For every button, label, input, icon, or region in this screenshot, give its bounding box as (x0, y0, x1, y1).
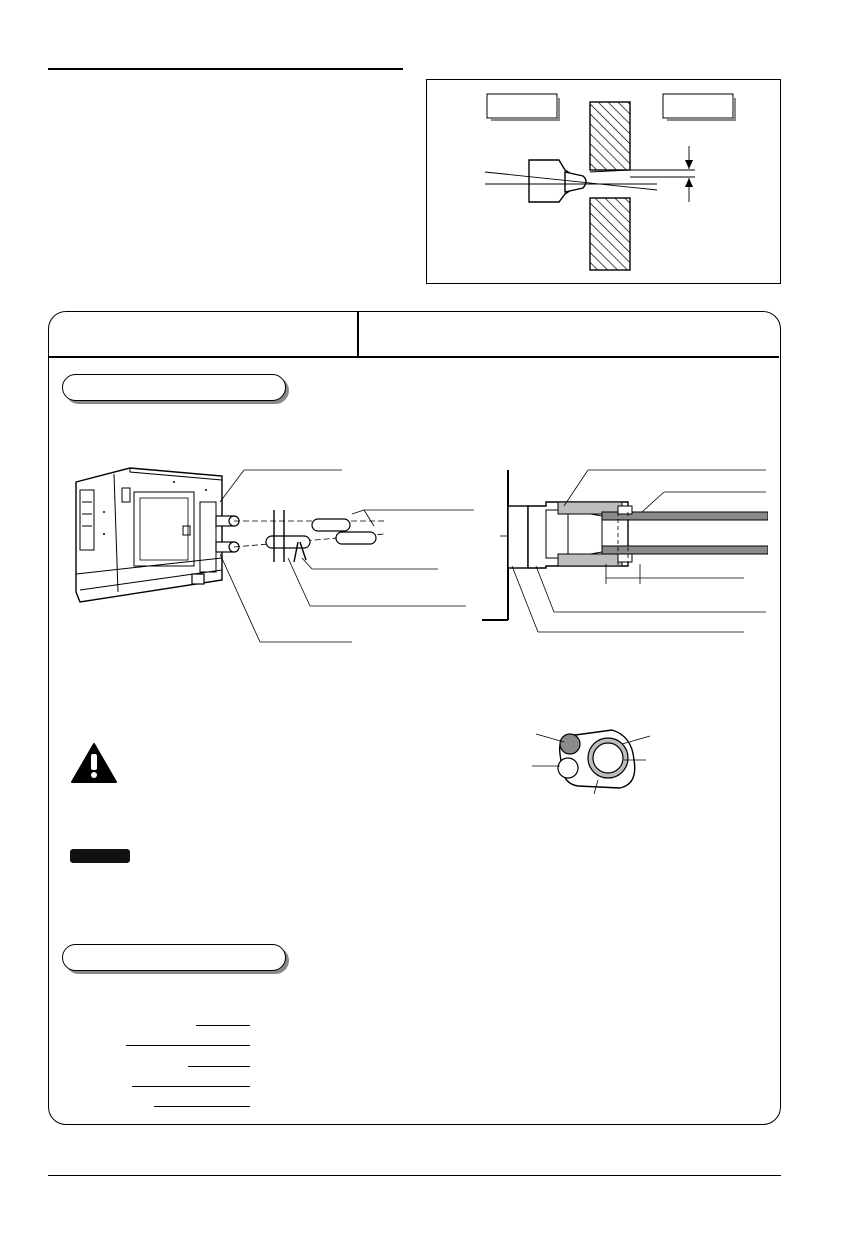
blank-line-5 (154, 1106, 250, 1107)
flare-figure-frame (426, 79, 781, 284)
page-header-rule (48, 68, 403, 70)
section2-title-pill (62, 944, 286, 971)
flare-nut-section-drawing (478, 462, 768, 642)
main-panel (48, 311, 781, 1125)
warning-triangle-icon (70, 742, 118, 784)
panel-header-split (357, 312, 359, 357)
note-badge (70, 849, 130, 863)
pipe-bundle-section-drawing (528, 724, 658, 794)
page-footer-rule (48, 1175, 781, 1176)
blank-line-1 (196, 1025, 250, 1026)
section1-title-pill (62, 374, 286, 401)
flare-figure-drawing (427, 80, 779, 282)
blank-line-3 (188, 1066, 250, 1067)
indoor-unit-piping-drawing (74, 462, 474, 652)
panel-header-divider (49, 356, 779, 358)
blank-line-2 (126, 1045, 250, 1046)
blank-line-4 (132, 1086, 250, 1087)
